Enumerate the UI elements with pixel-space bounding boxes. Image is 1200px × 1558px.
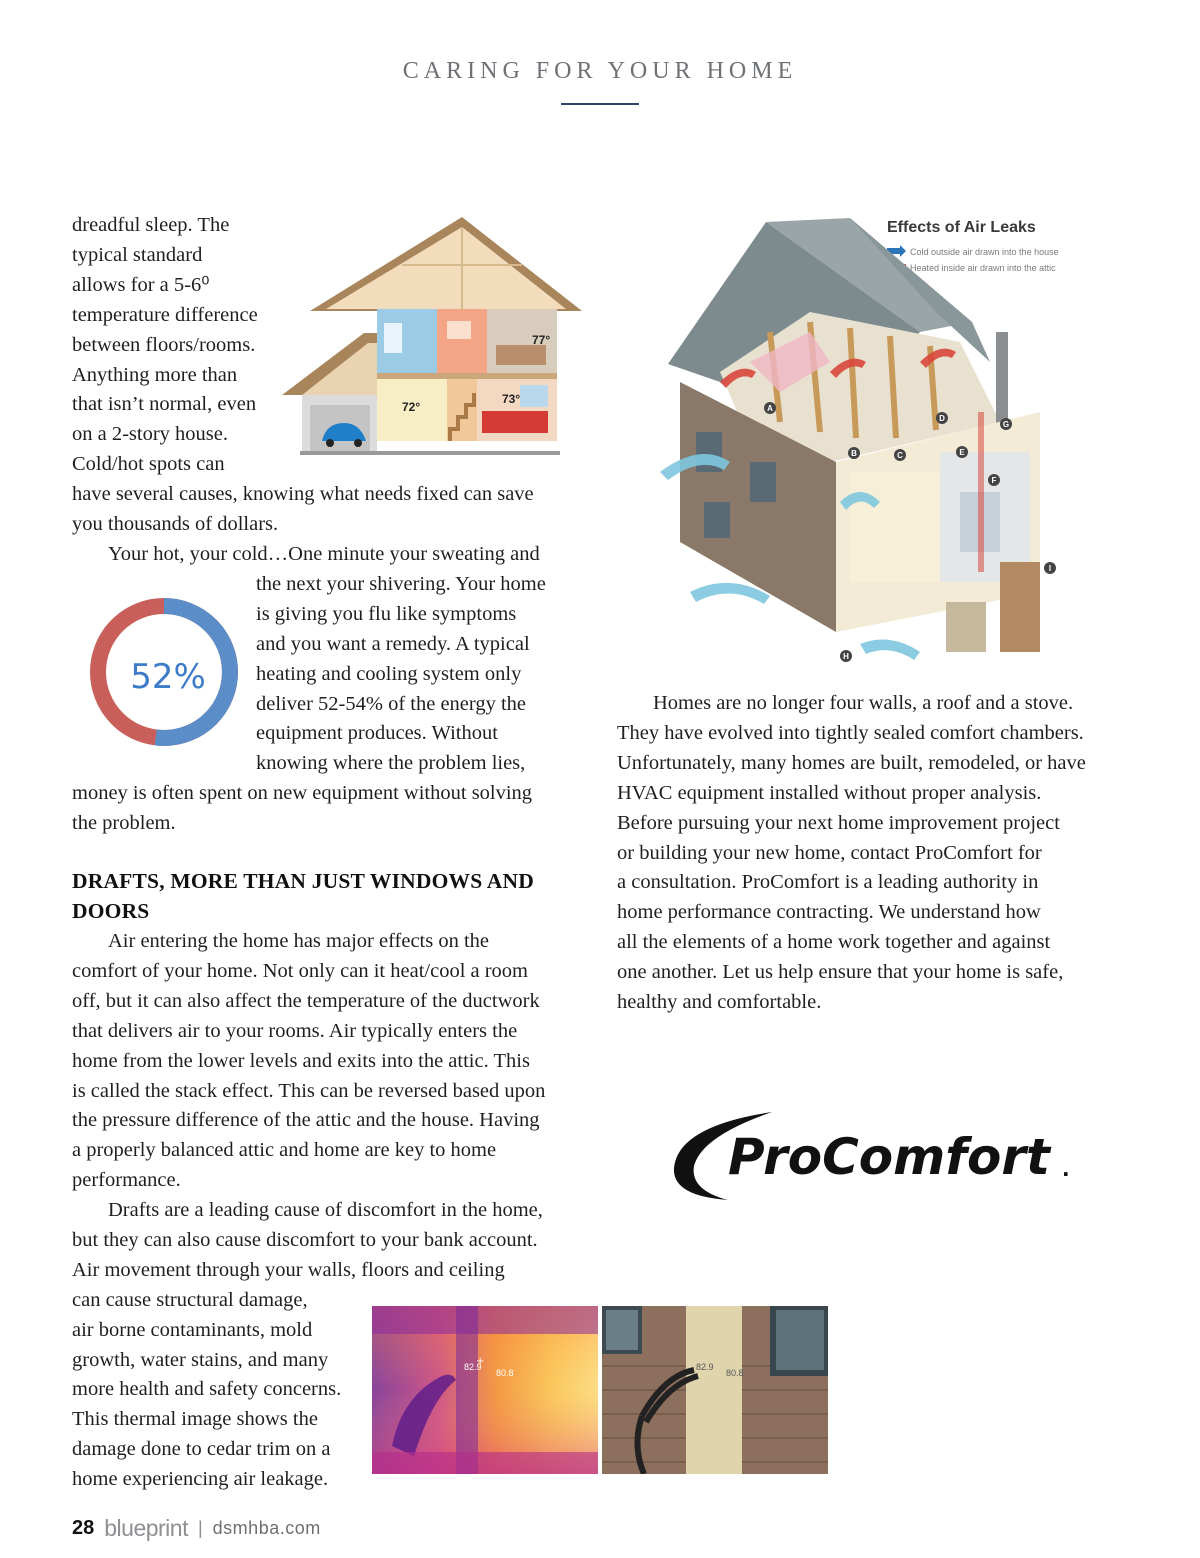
text-line: one another. Let us help ensure that your home is safe, [617,961,1064,984]
text-line: They have evolved into tightly sealed comfort chambers. [617,721,1084,744]
marker-c: C [897,451,903,460]
text-line: all the elements of a home work together and against [617,931,1051,954]
text-line: off, but it can also affect the temperature of the ductwork [72,989,540,1012]
footer-website[interactable]: dsmhba.com [212,1517,321,1538]
text-line: damage done to cedar trim on a [72,1438,331,1461]
text-line: temperature difference [72,303,258,326]
crosshair-icon: + [476,1356,485,1367]
text-line: have several causes, knowing what needs fixed can save [72,483,534,506]
text-line: Your hot, your cold…One minute your sweating and [108,543,540,565]
thermal-reading-2: 80.8 [496,1368,514,1378]
temp-lower-right: 73° [502,392,521,406]
text-line: dreadful sleep. The [72,214,230,236]
marker-b: B [851,449,857,458]
text-line: home from the lower levels and exits into the attic. This [72,1049,530,1072]
text-line: that delivers air to your rooms. Air typically enters the [72,1019,518,1042]
text-line: home performance contracting. We understand how [617,901,1041,924]
marker-e: E [959,448,965,457]
legend-cold: Cold outside air drawn into the house [910,247,1059,257]
text-line: Cold/hot spots can [72,453,225,476]
text-line: but they can also cause discomfort to your bank account. [72,1228,538,1251]
page-footer [72,1512,321,1544]
temp-upper: 77° [532,333,551,347]
legend-warm: Heated inside air drawn into the attic [910,263,1056,273]
section-heading-drafts [72,867,592,927]
marker-g: G [1002,420,1010,429]
marker-d: D [939,414,945,423]
text-line: money is often spent on new equipment without solving [72,782,533,805]
donut-label: 52% [130,657,206,697]
photo-reading-1: 82.9 [696,1362,714,1372]
heading-line: DRAFTS, MORE THAN JUST WINDOWS AND [72,869,534,893]
page-number: 28 [72,1516,95,1539]
text-line: a consultation. ProComfort is a leading authority in [617,871,1039,894]
cedar-trim-photo [602,1306,828,1474]
title-underline [561,103,639,105]
thermal-image [372,1306,598,1474]
text-line: the next your shivering. Your home [256,572,546,595]
publication-brand: blueprint [104,1514,188,1541]
paragraph-2 [72,540,582,839]
text-line: is called the stack effect. This can be reversed based upon [72,1079,546,1102]
air-leaks-diagram [660,212,1080,690]
text-line: the pressure difference of the attic and the house. Having [72,1109,540,1132]
text-line: Before pursuing your next home improvement project [617,811,1060,834]
text-line: healthy and comfortable. [617,991,822,1014]
text-line: Air entering the home has major effects on the [108,930,490,952]
marker-f: F [991,476,997,485]
text-line: allows for a 5-6⁰ [72,273,210,296]
text-line: a properly balanced attic and home are key to home [72,1139,497,1162]
text-line: on a 2-story house. [72,423,229,446]
text-line: you thousands of dollars. [72,513,279,536]
section-title: CARING FOR YOUR HOME [402,58,798,84]
marker-a: A [767,404,773,413]
text-line: deliver 52-54% of the energy the [256,692,527,715]
text-line: Air movement through your walls, floors and ceiling [72,1258,505,1281]
text-line: This thermal image shows the [72,1408,318,1431]
text-line: that isn’t normal, even [72,393,257,416]
text-line: between floors/rooms. [72,333,256,356]
text-line: air borne contaminants, mold [72,1318,313,1341]
heading-line: DOORS [72,898,150,923]
logo-mark: . [1062,1157,1070,1181]
text-line: the problem. [72,812,176,835]
text-line: more health and safety concerns. [72,1378,342,1401]
photo-reading-2: 80.8 [726,1368,744,1378]
text-line: growth, water stains, and many [72,1348,329,1371]
text-line: HVAC equipment installed without proper analysis. [617,781,1042,804]
text-line: is giving you flu like symptoms [256,602,517,625]
text-line: comfort of your home. Not only can it heat/cool a room [72,959,529,982]
text-line: knowing where the problem lies, [256,752,526,775]
text-line: Drafts are a leading cause of discomfort in the home, [108,1199,543,1221]
text-line: and you want a remedy. A typical [256,632,530,655]
text-line: Anything more than [72,363,238,386]
text-line: heating and cooling system only [256,662,522,685]
procomfort-logo [668,1106,1078,1206]
text-line: equipment produces. Without [256,722,498,745]
logo-text: ProComfort [728,1128,1050,1186]
text-line: typical standard [72,243,203,266]
text-line: or building your new home, contact ProComfort for [617,841,1042,864]
paragraph-right [617,689,1137,1018]
paragraph-3 [72,927,592,1196]
text-line: Unfortunately, many homes are built, remodeled, or have [617,751,1086,774]
text-line: can cause structural damage, [72,1288,308,1311]
marker-i: I [1048,564,1052,573]
paragraph-1 [72,211,582,540]
temp-lower-left: 72° [402,400,421,414]
thermal-reading-1: 82.9 [464,1362,482,1372]
marker-h: H [843,652,849,661]
footer-separator: | [197,1517,203,1538]
text-line: Homes are no longer four walls, a roof and a stove. [653,692,1074,714]
text-line: performance. [72,1169,181,1192]
text-line: home experiencing air leakage. [72,1468,329,1491]
diagram-title: Effects of Air Leaks [887,219,1036,236]
